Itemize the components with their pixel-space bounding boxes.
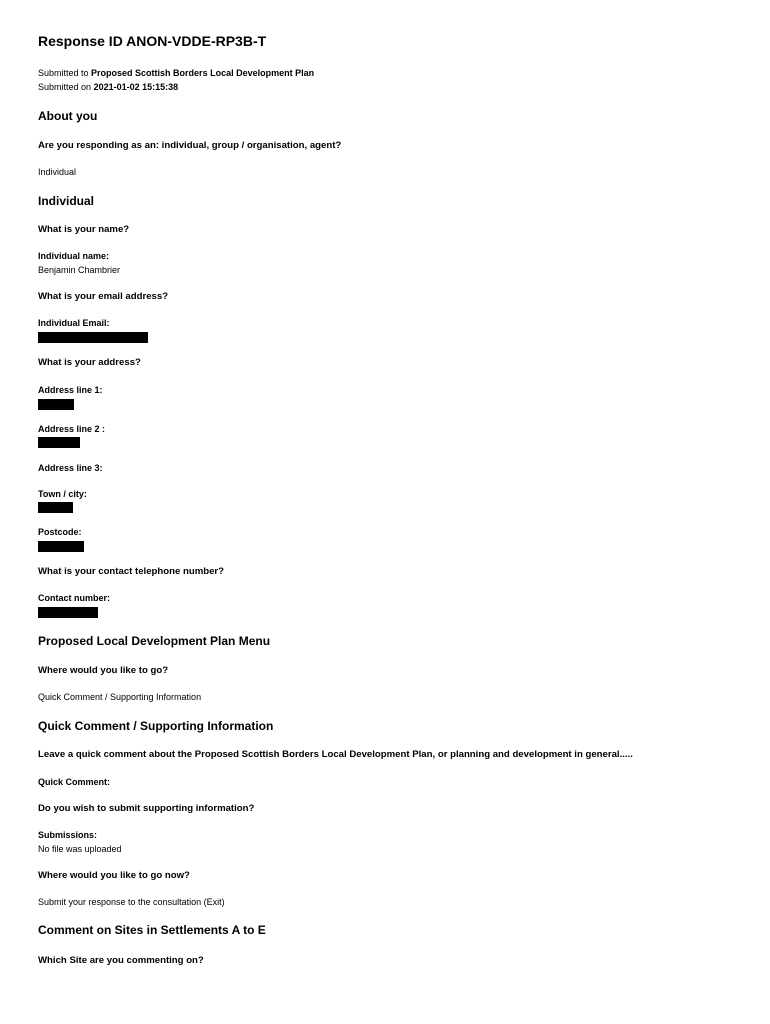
answer-where-go: Quick Comment / Supporting Information <box>38 692 202 702</box>
question-responding-as: Are you responding as an: individual, group / organisation, agent? <box>38 140 342 151</box>
label-contact-number: Contact number: <box>38 593 110 603</box>
submitted-on-value: 2021-01-02 15:15:38 <box>93 82 179 92</box>
label-quick-comment: Quick Comment: <box>38 777 111 787</box>
label-individual-email: Individual Email: <box>38 318 110 328</box>
label-town-city: Town / city: <box>38 489 87 499</box>
redacted-address-line-2 <box>38 437 80 448</box>
answer-where-go-now: Submit your response to the consultation (Exit) <box>38 897 225 907</box>
submitted-on-line <box>38 82 178 92</box>
label-address-line-1: Address line 1: <box>38 385 103 395</box>
question-name: What is your name? <box>38 224 130 235</box>
label-address-line-2: Address line 2 : <box>38 424 106 434</box>
label-postcode: Postcode: <box>38 527 82 537</box>
submitted-to-line <box>38 68 314 78</box>
section-plan-menu: Proposed Local Development Plan Menu <box>38 634 271 648</box>
question-leave-comment: Leave a quick comment about the Proposed Scottish Borders Local Development Plan, or planning and development in general..... <box>38 749 633 760</box>
redacted-contact-number <box>38 607 98 618</box>
question-phone: What is your contact telephone number? <box>38 566 225 577</box>
value-individual-name: Benjamin Chambrier <box>38 265 121 275</box>
value-submissions: No file was uploaded <box>38 844 122 854</box>
redacted-address-line-1 <box>38 399 74 410</box>
question-where-go-now: Where would you like to go now? <box>38 870 190 881</box>
redacted-town-city <box>38 502 73 513</box>
question-supporting-info: Do you wish to submit supporting information? <box>38 803 255 814</box>
question-which-site: Which Site are you commenting on? <box>38 955 204 966</box>
redacted-postcode <box>38 541 84 552</box>
section-settlements: Comment on Sites in Settlements A to E <box>38 923 266 937</box>
question-address: What is your address? <box>38 357 141 368</box>
submitted-on-label: Submitted on <box>38 82 92 92</box>
label-individual-name: Individual name: <box>38 251 110 261</box>
submitted-to-label: Submitted to <box>38 68 89 78</box>
page-title: Response ID ANON-VDDE-RP3B-T <box>38 33 267 49</box>
answer-responding-as: Individual <box>38 167 77 177</box>
question-where-go: Where would you like to go? <box>38 665 169 676</box>
submitted-to-value: Proposed Scottish Borders Local Development Plan <box>91 68 315 78</box>
section-quick-comment: Quick Comment / Supporting Information <box>38 719 274 733</box>
redacted-email <box>38 332 148 343</box>
section-individual: Individual <box>38 194 95 208</box>
label-submissions: Submissions: <box>38 830 98 840</box>
section-about-you: About you <box>38 109 98 123</box>
label-address-line-3: Address line 3: <box>38 463 103 473</box>
question-email: What is your email address? <box>38 291 169 302</box>
